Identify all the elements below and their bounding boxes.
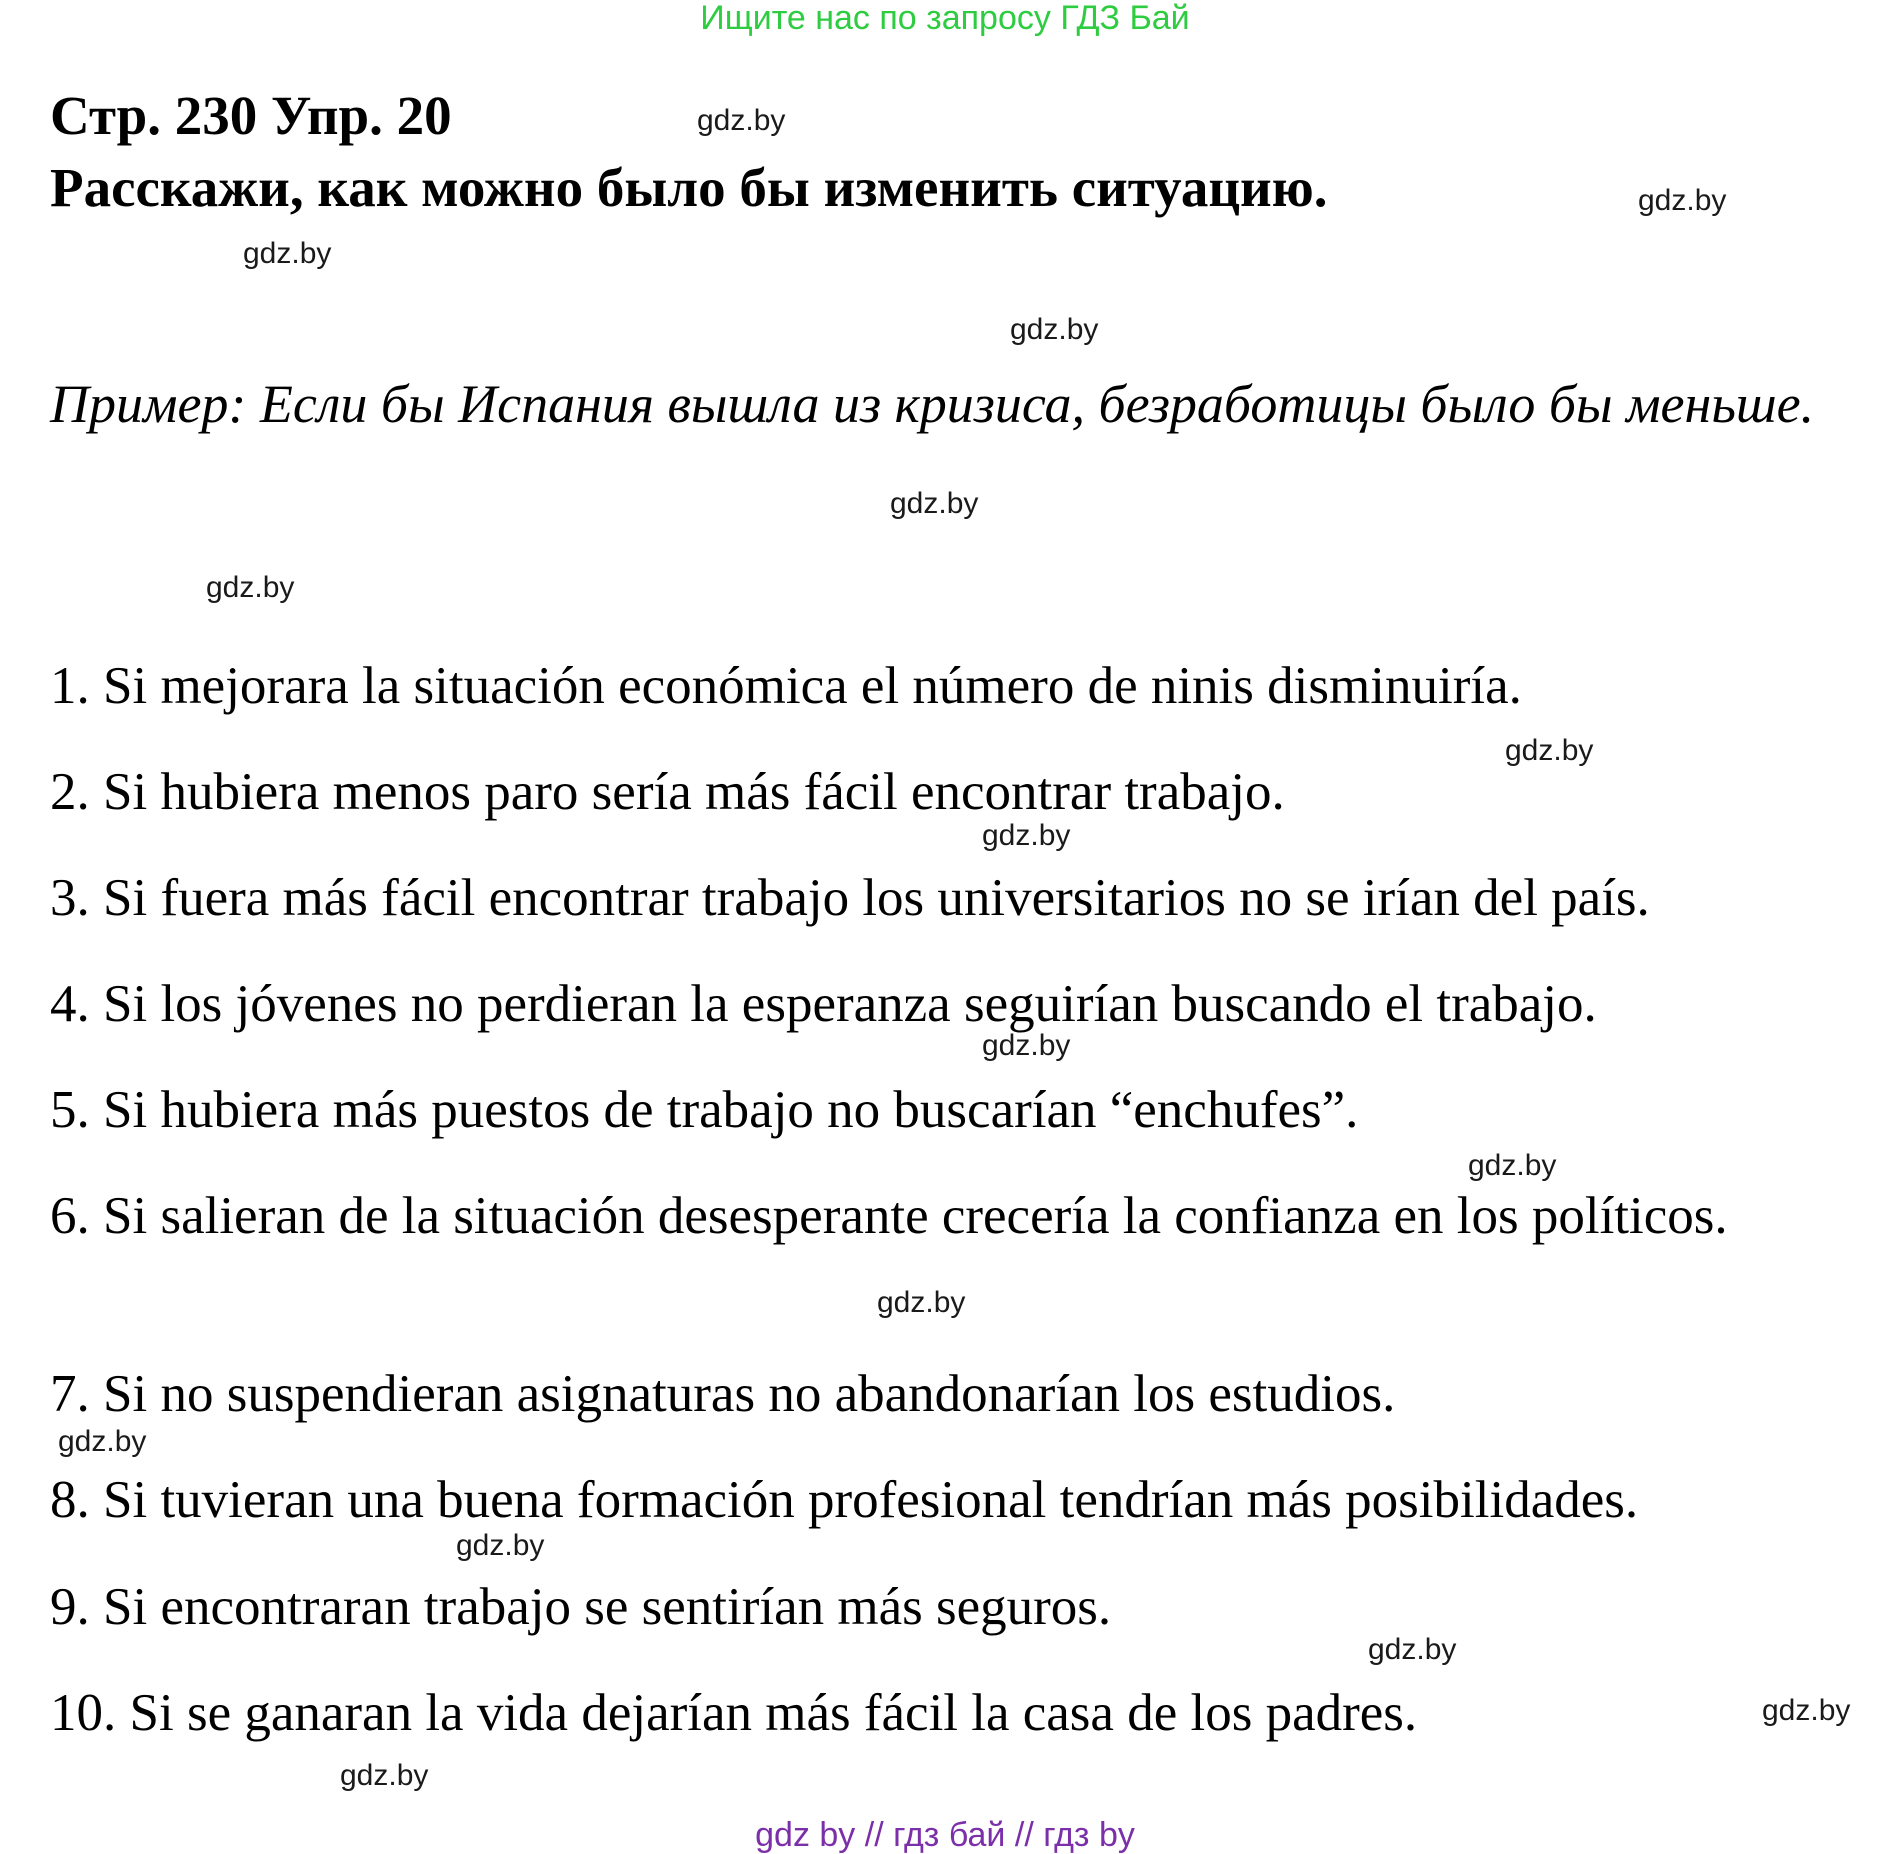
watermark: gdz.by: [58, 1425, 147, 1458]
answer-1: 1. Si mejorara la situación económica el número de ninis disminuiría.: [50, 657, 1522, 715]
top-banner: Ищите нас по запросу ГДЗ Бай: [700, 0, 1190, 37]
task-title: Расскажи, как можно было бы изменить ситуацию.: [50, 157, 1328, 218]
answer-5: 5. Si hubiera más puestos de trabajo no buscarían “enchufes”.: [50, 1081, 1359, 1139]
answer-9: 9. Si encontraran trabajo se sentirían más seguros.: [50, 1578, 1112, 1636]
watermark: gdz.by: [1468, 1149, 1557, 1182]
watermark: gdz.by: [206, 571, 295, 604]
watermark: gdz.by: [1010, 313, 1099, 346]
watermark: gdz.by: [1505, 734, 1594, 767]
watermark: gdz.by: [877, 1286, 966, 1319]
answer-6: 6. Si salieran de la situación desesperante crecería la confianza en los políticos.: [50, 1187, 1728, 1245]
answer-3: 3. Si fuera más fácil encontrar trabajo los universitarios no se irían del país.: [50, 869, 1650, 927]
watermark: gdz.by: [982, 819, 1071, 852]
watermark: gdz.by: [340, 1759, 429, 1792]
watermark: gdz.by: [982, 1029, 1071, 1062]
answer-7: 7. Si no suspendieran asignaturas no abandonarían los estudios.: [50, 1365, 1396, 1423]
answer-8: 8. Si tuvieran una buena formación profesional tendrían más posibilidades.: [50, 1471, 1639, 1529]
example-text: Пример: Если бы Испания вышла из кризиса, безработицы было бы меньше.: [50, 374, 1815, 434]
watermark: gdz.by: [1762, 1694, 1851, 1727]
footer-links: gdz by // гдз бай // гдз by: [755, 1816, 1135, 1854]
watermark: gdz.by: [697, 104, 786, 137]
watermark: gdz.by: [890, 487, 979, 520]
answer-4: 4. Si los jóvenes no perdieran la esperanza seguirían buscando el trabajo.: [50, 975, 1597, 1033]
answer-2: 2. Si hubiera menos paro sería más fácil encontrar trabajo.: [50, 763, 1285, 821]
page-title: Стр. 230 Упр. 20: [50, 85, 452, 146]
watermark: gdz.by: [1368, 1633, 1457, 1666]
answer-10: 10. Si se ganaran la vida dejarían más fácil la casa de los padres.: [50, 1684, 1418, 1742]
watermark: gdz.by: [1638, 184, 1727, 217]
watermark: gdz.by: [243, 237, 332, 270]
watermark: gdz.by: [456, 1529, 545, 1562]
